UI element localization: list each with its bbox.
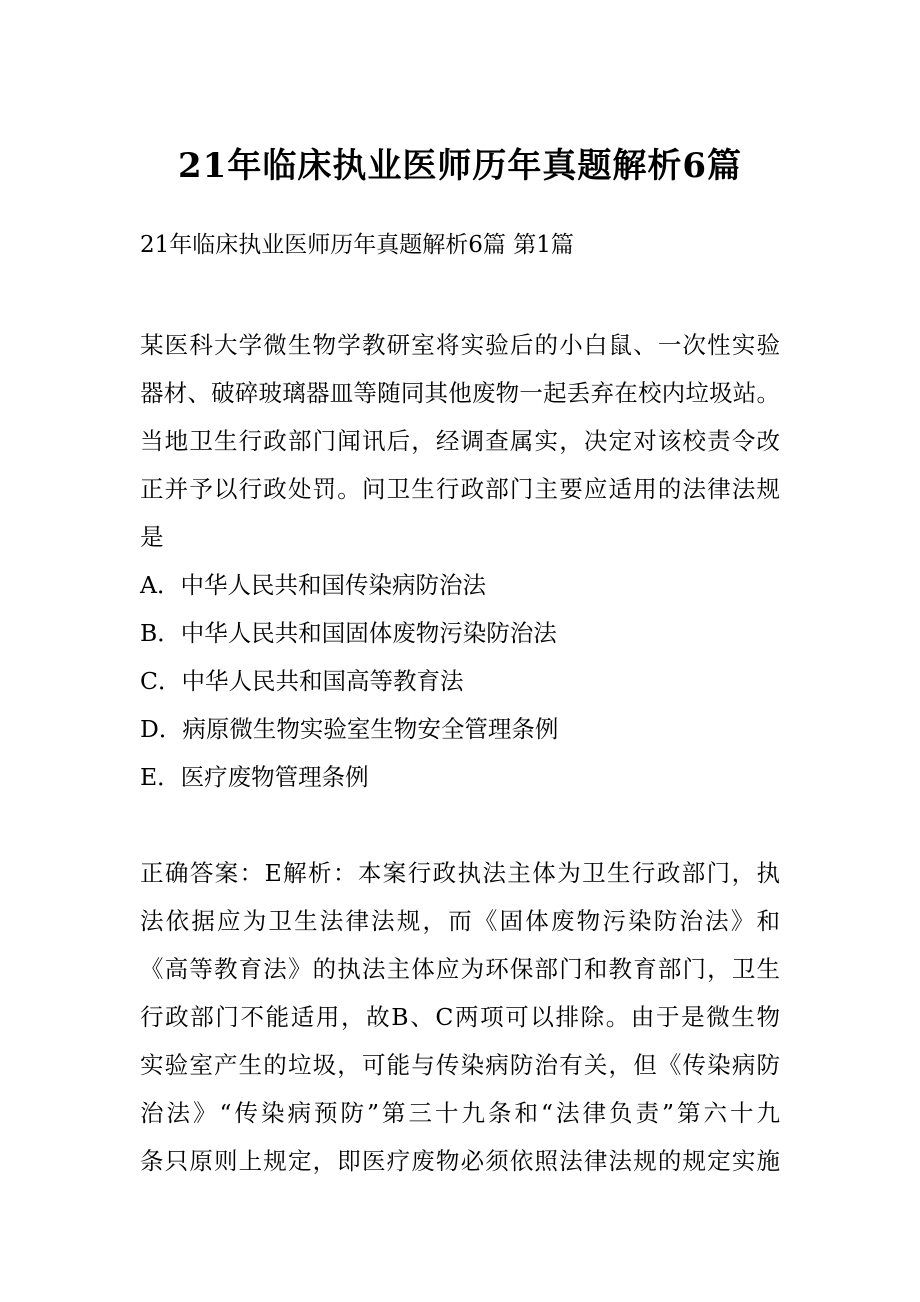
answer-line: 《高等教育法》的执法主体应为环保部门和教育部门，卫生: [140, 955, 780, 983]
option-b: B．中华人民共和国固体废物污染防治法: [140, 619, 557, 647]
answer-line: 正确答案：E解析：本案行政执法主体为卫生行政部门，执: [140, 859, 780, 887]
option-e: E．医疗废物管理条例: [140, 763, 369, 791]
answer-line: 法依据应为卫生法律法规，而《固体废物污染防治法》和: [140, 907, 780, 935]
answer-line: 治法》“传染病预防”第三十九条和“法律负责”第六十九: [140, 1099, 780, 1127]
answer-line: 实验室产生的垃圾，可能与传染病防治有关，但《传染病防: [140, 1051, 780, 1079]
question-line: 是: [140, 523, 164, 551]
answer-line: 行政部门不能适用，故B、C两项可以排除。由于是微生物: [140, 1003, 780, 1031]
question-line: 正并予以行政处罚。问卫生行政部门主要应适用的法律法规: [140, 475, 780, 503]
option-a: A．中华人民共和国传染病防治法: [140, 571, 486, 599]
section-heading: 21年临床执业医师历年真题解析6篇 第1篇: [140, 232, 574, 258]
question-line: 器材、破碎玻璃器皿等随同其他废物一起丢弃在校内垃圾站。: [140, 379, 780, 407]
answer-line: 条只原则上规定，即医疗废物必须依照法律法规的规定实施: [140, 1147, 780, 1175]
document-title: 21年临床执业医师历年真题解析6篇: [178, 146, 742, 186]
question-line: 当地卫生行政部门闻讯后，经调查属实，决定对该校责令改: [140, 427, 780, 455]
question-line: 某医科大学微生物学教研室将实验后的小白鼠、一次性实验: [140, 331, 780, 359]
option-c: C．中华人民共和国高等教育法: [140, 667, 464, 695]
option-d: D．病原微生物实验室生物安全管理条例: [140, 715, 559, 743]
